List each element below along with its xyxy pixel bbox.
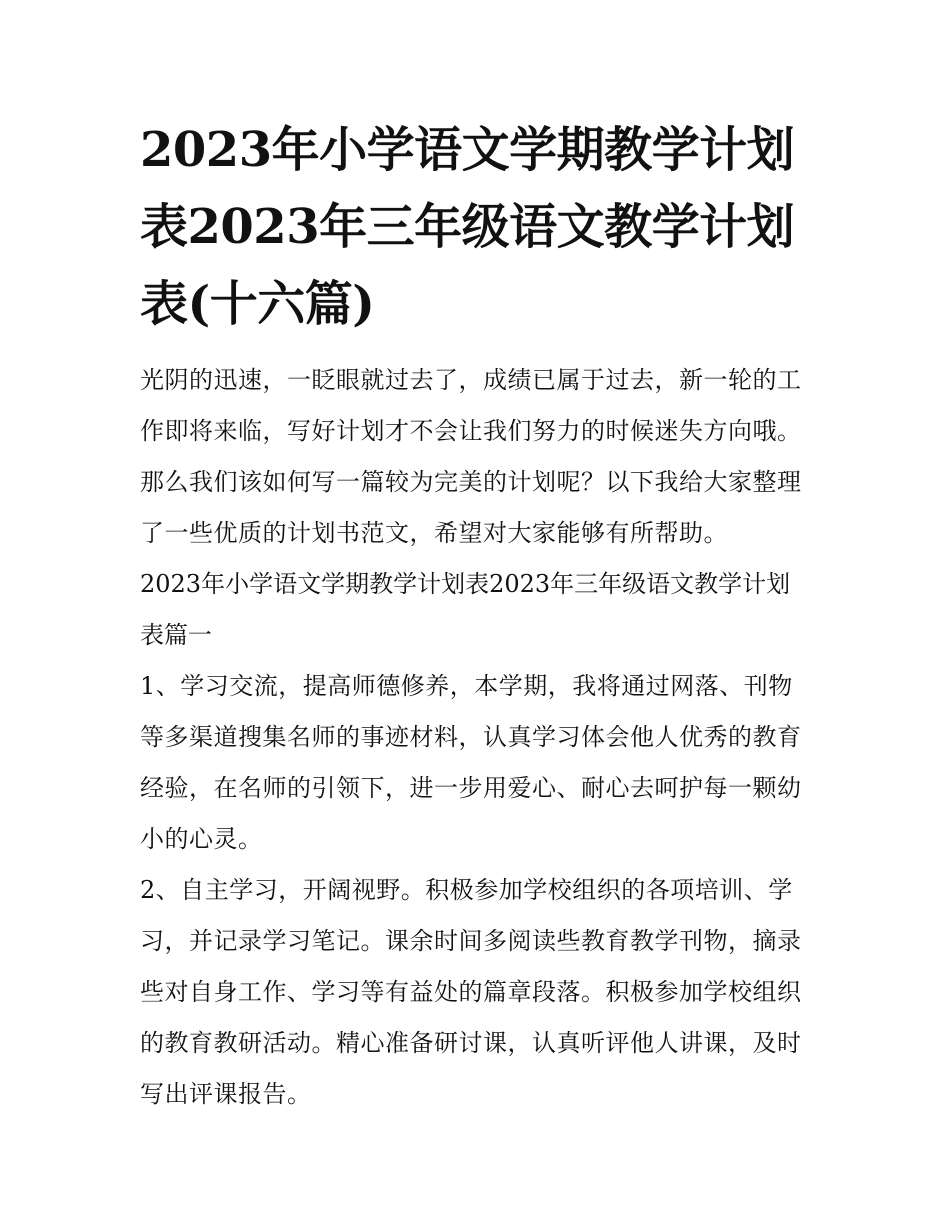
list-item: 2、自主学习，开阔视野。积极参加学校组织的各项培训、学习，并记录学习笔记。课余时间多阅读些教育教学刊物，摘录些对自身工作、学习等有益处的篇章段落。积极参加学校组织的教育教研活动。精心准备研讨课，认真听评他人讲课，及时写出评课报告。 xyxy=(140,876,802,1108)
document-title: 2023年小学语文学期教学计划表2023年三年级语文教学计划表(十六篇) xyxy=(140,122,795,332)
document-page xyxy=(140,112,812,1120)
intro-paragraph: 光阴的迅速，一眨眼就过去了，成绩已属于过去，新一轮的工作即将来临，写好计划才不会让我们努力的时候迷失方向哦。那么我们该如何写一篇较为完美的计划呢？以下我给大家整理了一些优质的计划书范文，希望对大家能够有所帮助。 xyxy=(140,366,802,547)
section-heading: 2023年小学语文学期教学计划表2023年三年级语文教学计划表篇一 xyxy=(140,570,791,649)
list-item: 1、学习交流，提高师德修养，本学期，我将通过网落、刊物等多渠道搜集名师的事迹材料，认真学习体会他人优秀的教育经验，在名师的引领下，进一步用爱心、耐心去呵护每一颗幼小的心灵。 xyxy=(140,672,802,853)
